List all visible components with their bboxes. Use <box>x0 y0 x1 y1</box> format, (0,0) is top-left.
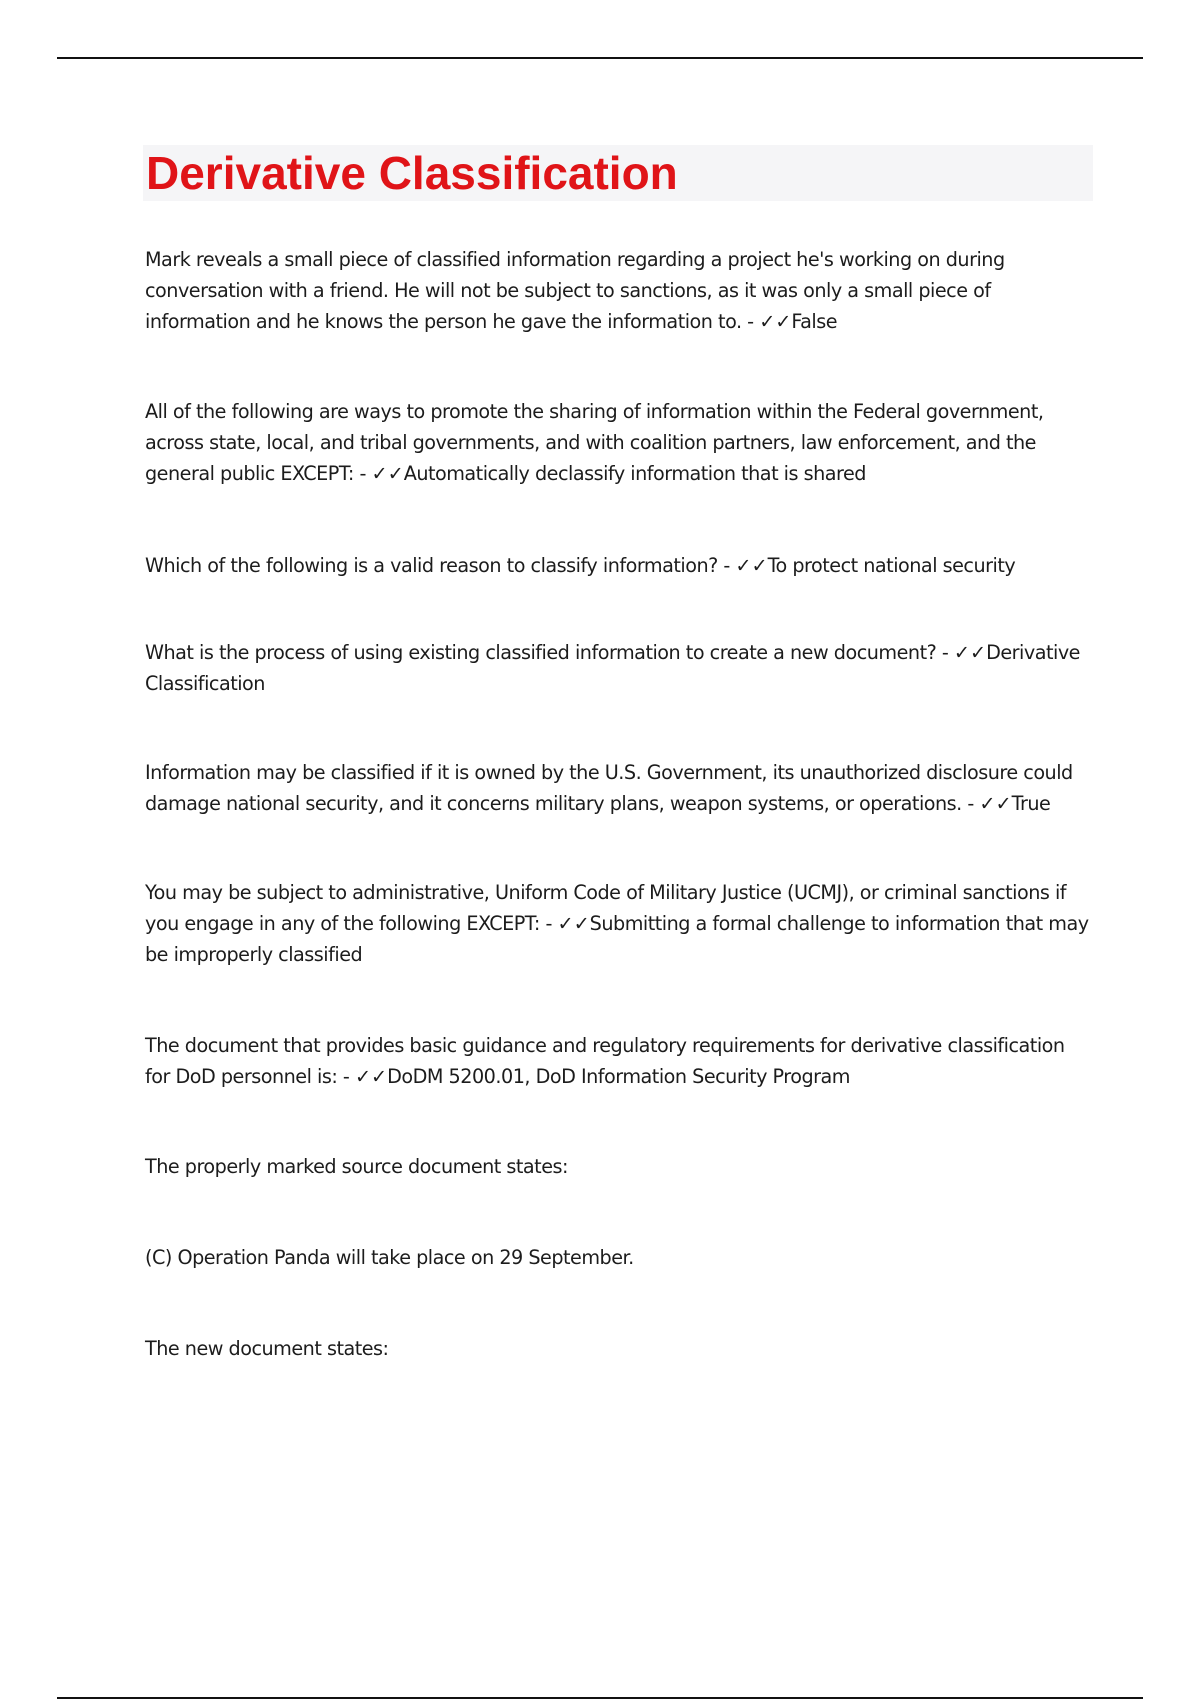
qa-question: Which of the following is a valid reason to classify information? - <box>145 554 736 577</box>
qa-item-1 <box>145 244 1095 337</box>
checkmark-icon: ✓✓ <box>354 1065 388 1088</box>
qa-item-4 <box>145 637 1095 699</box>
paragraph-source-text: (C) Operation Panda will take place on 29 September. <box>145 1246 634 1269</box>
qa-answer: True <box>1011 792 1051 815</box>
checkmark-icon: ✓✓ <box>979 792 1012 815</box>
qa-answer: Submitting a formal challenge to information that may be improperly classified <box>145 912 1089 966</box>
page-title: Derivative Classification <box>146 147 678 199</box>
qa-question: The document that provides basic guidance and regulatory requirements for derivative classification for DoD personnel is: - <box>145 1034 1065 1088</box>
qa-question: All of the following are ways to promote the sharing of information within the Federal government, across state, local, and tribal governments, and with coalition partners, law enforcement, and the general public EXCEPT: - <box>145 400 1044 485</box>
paragraph-new-intro: The new document states: <box>145 1337 389 1360</box>
qa-answer: Automatically declassify information that is shared <box>403 462 866 485</box>
qa-item-3 <box>145 550 1095 581</box>
qa-answer: Derivative Classification <box>145 641 1080 695</box>
checkmark-icon: ✓✓ <box>735 554 768 577</box>
checkmark-icon: ✓✓ <box>953 641 987 664</box>
top-rule <box>57 57 1143 59</box>
bottom-rule <box>57 1697 1143 1699</box>
qa-question: What is the process of using existing classified information to create a new document? - <box>145 641 954 664</box>
checkmark-icon: ✓✓ <box>759 310 792 333</box>
qa-item-6 <box>145 877 1095 970</box>
qa-question: Information may be classified if it is owned by the U.S. Government, its unauthorized disclosure could damage national security, and it concerns military plans, weapon systems, or operations. - <box>145 761 1073 815</box>
qa-item-2 <box>145 396 1095 489</box>
qa-answer: To protect national security <box>767 554 1016 577</box>
qa-item-7 <box>145 1030 1095 1092</box>
qa-answer: False <box>791 310 838 333</box>
paragraph-source-intro: The properly marked source document states: <box>145 1155 568 1178</box>
qa-question: You may be subject to administrative, Uniform Code of Military Justice (UCMJ), or criminal sanctions if you engage in any of the following EXCEPT: - <box>145 881 1067 935</box>
checkmark-icon: ✓✓ <box>371 462 404 485</box>
qa-question: Mark reveals a small piece of classified information regarding a project he's working on during conversation with a friend. He will not be subject to sanctions, as it was only a small piece of information and he knows the person he gave the information to. - <box>145 248 1005 333</box>
checkmark-icon: ✓✓ <box>557 912 590 935</box>
document-body <box>145 244 1095 1364</box>
qa-answer: DoDM 5200.01, DoD Information Security Program <box>387 1065 850 1088</box>
qa-item-5 <box>145 757 1095 819</box>
